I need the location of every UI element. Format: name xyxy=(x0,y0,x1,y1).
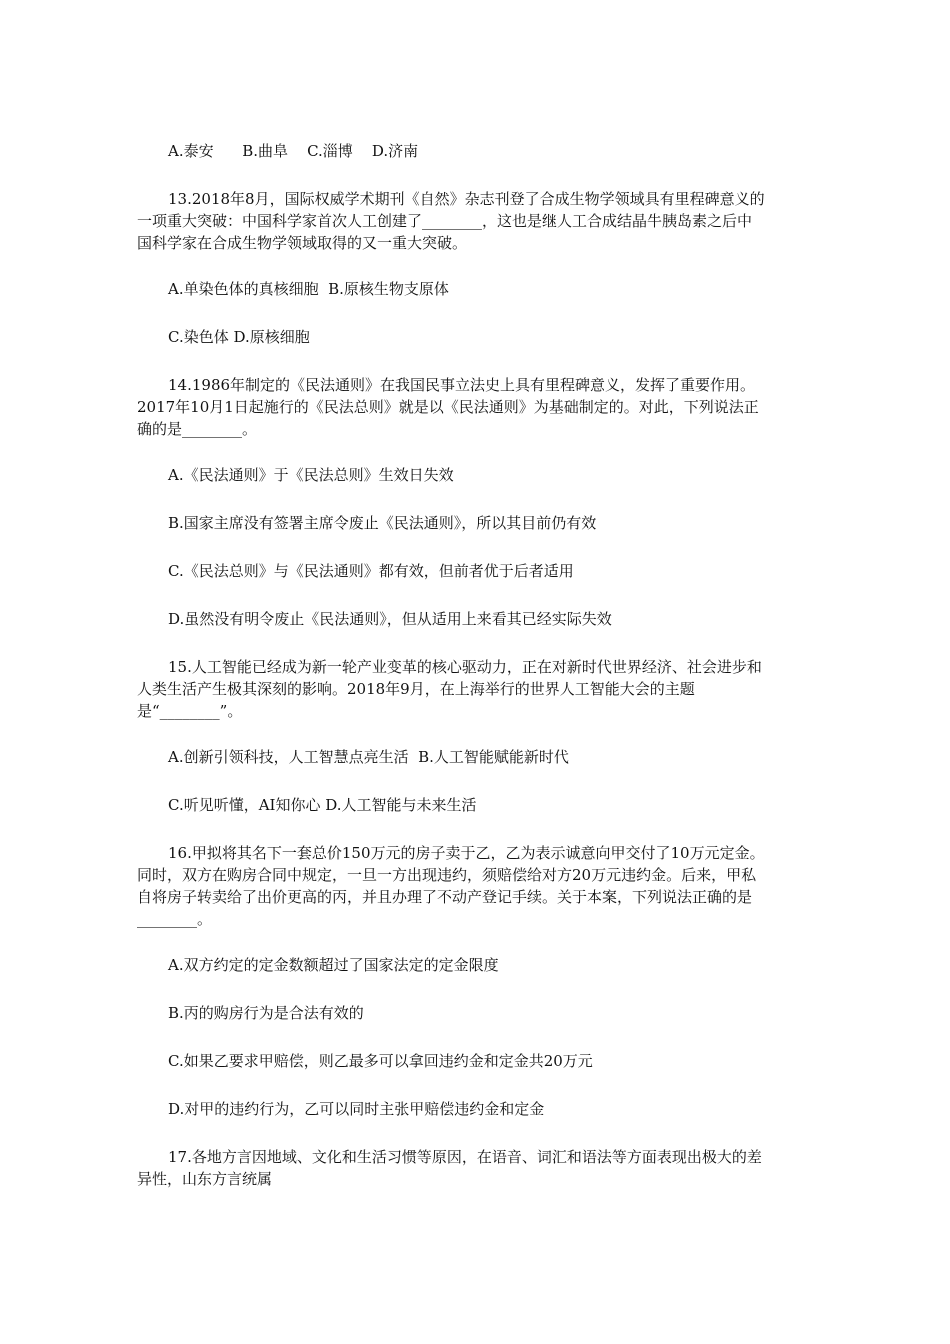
q16-option-a: A.双方约定的定金数额超过了国家法定的定金限度 xyxy=(168,956,499,974)
q13-option-ab: A.单染色体的真核细胞 B.原核生物支原体 xyxy=(168,280,449,298)
q14-option-c: C.《民法总则》与《民法通则》都有效，但前者优于后者适用 xyxy=(168,562,574,580)
q16-stem-line-1: 16.甲拟将其名下一套总价150万元的房子卖于乙，乙为表示诚意向甲交付了10万元定金。 xyxy=(168,844,765,862)
q14-stem-line-1: 14.1986年制定的《民法通则》在我国民事立法史上具有里程碑意义，发挥了重要作用。 xyxy=(168,376,756,394)
q16-stem-line-4: ________。 xyxy=(137,910,213,928)
q14-option-b: B.国家主席没有签署主席令废止《民法通则》，所以其目前仍有效 xyxy=(168,514,597,532)
q13-stem-line-3: 国科学家在合成生物学领域取得的又一重大突破。 xyxy=(137,234,468,252)
q16-option-d: D.对甲的违约行为，乙可以同时主张甲赔偿违约金和定金 xyxy=(168,1100,545,1118)
q13-stem-line-1: 13.2018年8月，国际权威学术期刊《自然》杂志刊登了合成生物学领域具有里程碑意义的 xyxy=(168,190,765,208)
q15-stem-line-2: 人类生活产生极其深刻的影响。2018年9月，在上海举行的世界人工智能大会的主题 xyxy=(137,680,695,698)
q15-option-cd: C.听见听懂，AI知你心 D.人工智能与未来生活 xyxy=(168,796,477,814)
q14-stem-line-2: 2017年10月1日起施行的《民法总则》就是以《民法通则》为基础制定的。对此，下列说法正 xyxy=(137,398,759,416)
q14-option-a: A.《民法通则》于《民法总则》生效日失效 xyxy=(168,466,454,484)
q14-option-d: D.虽然没有明令废止《民法通则》，但从适用上来看其已经实际失效 xyxy=(168,610,612,628)
q13-option-cd: C.染色体 D.原核细胞 xyxy=(168,328,310,346)
q16-option-c: C.如果乙要求甲赔偿，则乙最多可以拿回违约金和定金共20万元 xyxy=(168,1052,593,1070)
q16-stem-line-3: 自将房子转卖给了出价更高的丙，并且办理了不动产登记手续。关于本案，下列说法正确的是 xyxy=(137,888,753,906)
q17-stem-line-1: 17.各地方言因地域、文化和生活习惯等原因，在语音、词汇和语法等方面表现出极大的差 xyxy=(168,1148,762,1166)
q13-stem-line-2: 一项重大突破：中国科学家首次人工创建了________，这也是继人工合成结晶牛胰岛素之后中 xyxy=(137,212,753,230)
q16-option-b: B.丙的购房行为是合法有效的 xyxy=(168,1004,364,1022)
q12-options: A.泰安 B.曲阜 C.淄博 D.济南 xyxy=(168,142,419,160)
q15-stem-line-1: 15.人工智能已经成为新一轮产业变革的核心驱动力，正在对新时代世界经济、社会进步和 xyxy=(168,658,762,676)
q17-stem-line-2: 异性，山东方言统属 xyxy=(137,1170,273,1188)
q15-stem-line-3: 是“________”。 xyxy=(137,702,243,720)
q15-option-ab: A.创新引领科技，人工智慧点亮生活 B.人工智能赋能新时代 xyxy=(168,748,569,766)
q14-stem-line-3: 确的是________。 xyxy=(137,420,258,438)
q16-stem-line-2: 同时，双方在购房合同中规定，一旦一方出现违约，须赔偿给对方20万元违约金。后来，甲私 xyxy=(137,866,757,884)
